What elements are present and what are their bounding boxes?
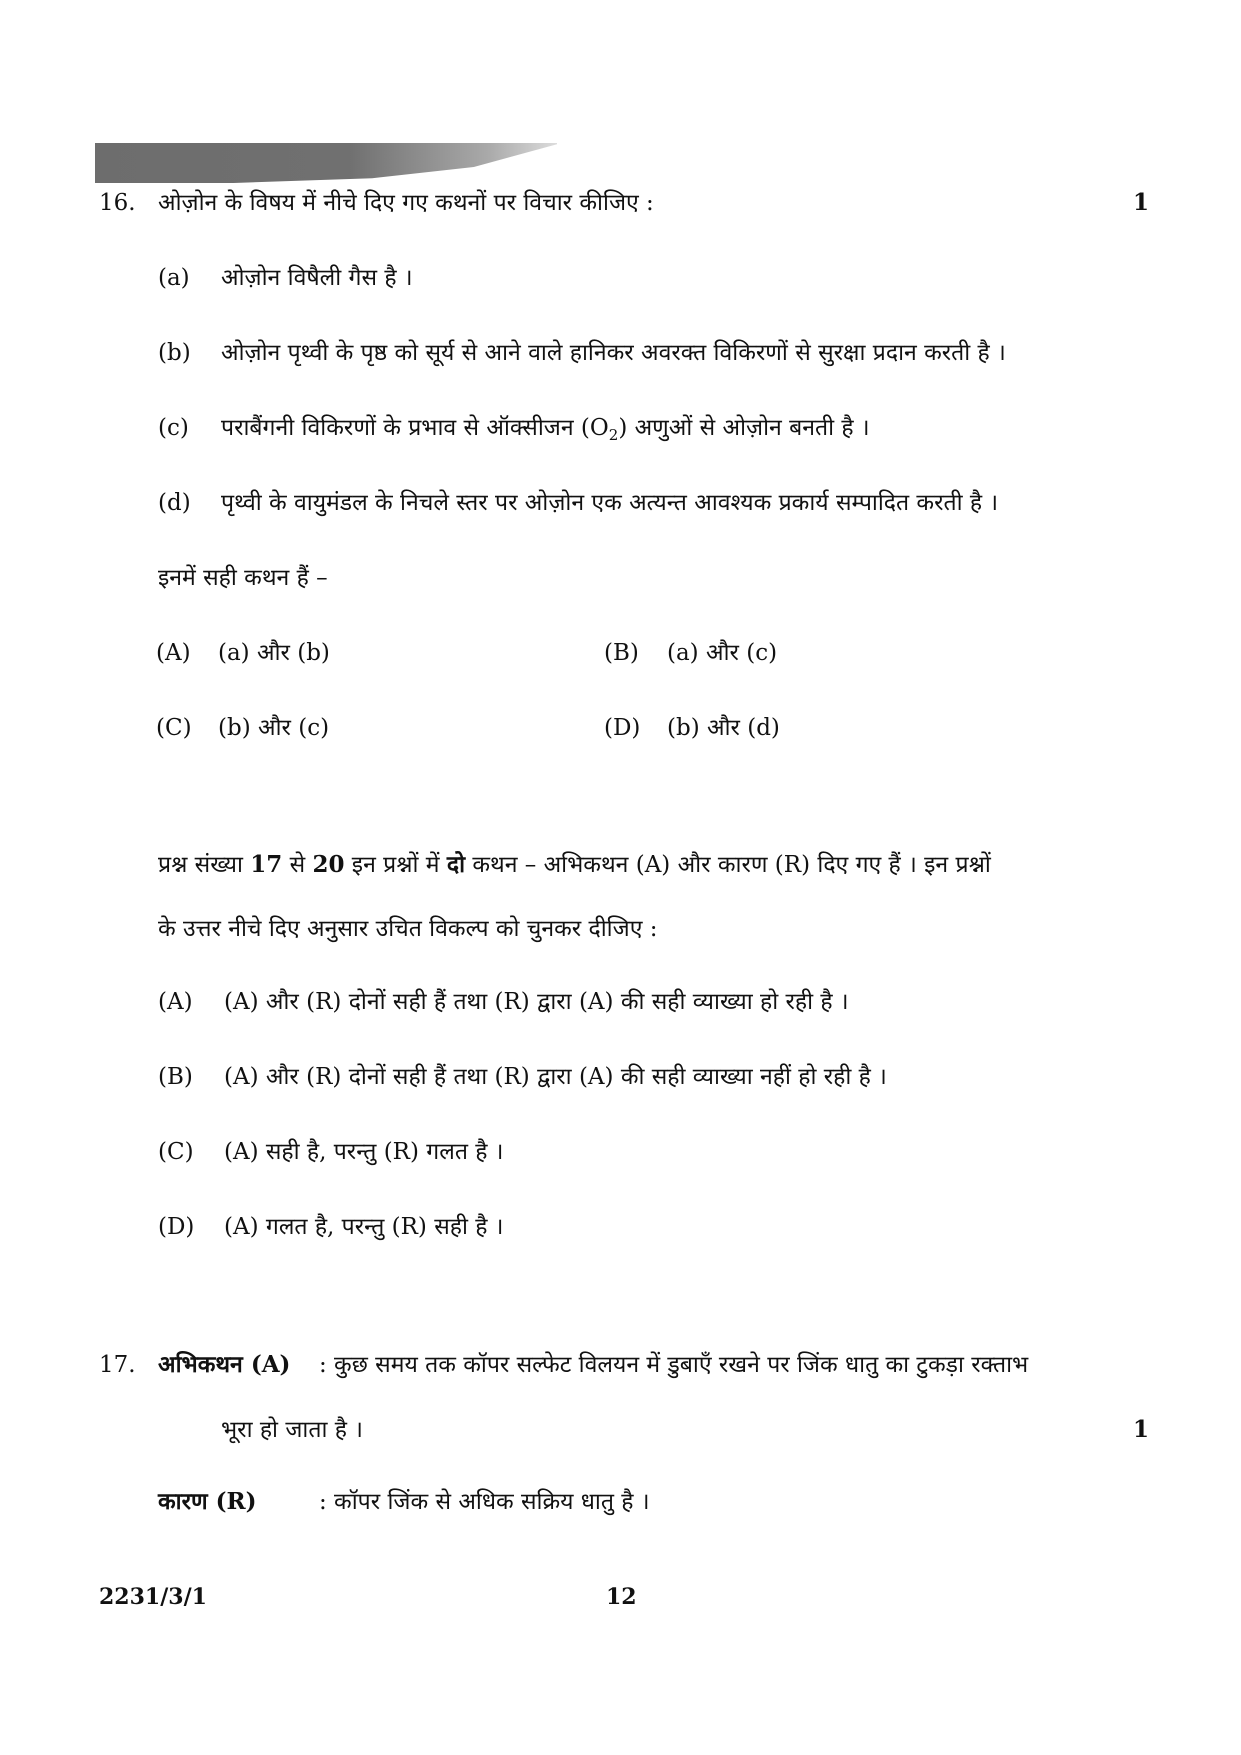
instruction-option-A-text: (A) और (R) दोनों सही हैं तथा (R) द्वारा (A) की सही व्याख्या हो रही है । bbox=[224, 989, 849, 1015]
question-16-prompt: इनमें सही कथन हैं – bbox=[158, 565, 328, 591]
option-B-text: (a) और (c) bbox=[667, 640, 778, 666]
statement-d-text: पृथ्वी के वायुमंडल के निचले स्तर पर ओज़ोन एक अत्यन्त आवश्यक प्रकार्य सम्पादित करती है । bbox=[221, 490, 999, 516]
header-decoration-bar bbox=[95, 143, 557, 183]
question-16-number: 16. bbox=[99, 190, 136, 216]
instructions-line-2: के उत्तर नीचे दिए अनुसार उचित विकल्प को चुनकर दीजिए : bbox=[158, 916, 658, 942]
option-A-label: (A) bbox=[156, 640, 191, 666]
oxygen-subscript: 2 bbox=[608, 426, 619, 444]
option-D-label: (D) bbox=[604, 715, 641, 741]
reason-text: : कॉपर जिंक से अधिक सक्रिय धातु है । bbox=[319, 1489, 650, 1515]
option-B-label: (B) bbox=[604, 640, 639, 666]
instruction-option-B-text: (A) और (R) दोनों सही हैं तथा (R) द्वारा (A) की सही व्याख्या नहीं हो रही है । bbox=[224, 1064, 887, 1090]
instruction-option-D-text: (A) गलत है, परन्तु (R) सही है । bbox=[224, 1214, 504, 1240]
assertion-label: अभिकथन (A) bbox=[158, 1351, 291, 1378]
paper-code: 2231/3/1 bbox=[99, 1584, 207, 1610]
option-A-text: (a) और (b) bbox=[218, 640, 330, 666]
page-number: 12 bbox=[606, 1584, 637, 1610]
statement-a-text: ओज़ोन विषैली गैस है । bbox=[221, 265, 413, 291]
statement-c-text: पराबैंगनी विकिरणों के प्रभाव से ऑक्सीजन $(O_2)$ अणुओं से ओज़ोन बनती है । bbox=[221, 415, 870, 444]
question-16-stem: ओज़ोन के विषय में नीचे दिए गए कथनों पर विचार कीजिए : bbox=[158, 190, 654, 216]
assertion-text-line-1: : कुछ समय तक कॉपर सल्फेट विलयन में डुबाएँ रखने पर जिंक धातु का टुकड़ा रक्ताभ bbox=[319, 1352, 1029, 1378]
question-17-marks: 1 bbox=[1132, 1416, 1149, 1443]
reason-label: कारण (R) bbox=[158, 1488, 257, 1515]
question-16-marks: 1 bbox=[1132, 189, 1149, 216]
option-C-text: (b) और (c) bbox=[218, 715, 330, 741]
instruction-option-C-text: (A) सही है, परन्तु (R) गलत है । bbox=[224, 1139, 504, 1165]
statement-a-label: (a) bbox=[158, 265, 190, 291]
instruction-option-C-label: (C) bbox=[158, 1139, 194, 1165]
option-D-text: (b) और (d) bbox=[667, 715, 780, 741]
statement-b-text: ओज़ोन पृथ्वी के पृष्ठ को सूर्य से आने वाले हानिकर अवरक्त विकिरणों से सुरक्षा प्रदान करती है । bbox=[221, 340, 1006, 366]
instruction-option-B-label: (B) bbox=[158, 1064, 193, 1090]
statement-c-label: (c) bbox=[158, 415, 189, 441]
question-17-number: 17. bbox=[99, 1352, 136, 1378]
option-C-label: (C) bbox=[156, 715, 192, 741]
instruction-option-A-label: (A) bbox=[158, 989, 193, 1015]
instructions-line-1: प्रश्न संख्या 17 से 20 इन प्रश्नों में दो कथन – अभिकथन (A) और कारण (R) दिए गए हैं । इन प्रश्नों bbox=[158, 851, 991, 878]
instruction-option-D-label: (D) bbox=[158, 1214, 195, 1240]
statement-b-label: (b) bbox=[158, 340, 191, 366]
statement-d-label: (d) bbox=[158, 490, 191, 516]
assertion-text-line-2: भूरा हो जाता है । bbox=[221, 1417, 363, 1443]
